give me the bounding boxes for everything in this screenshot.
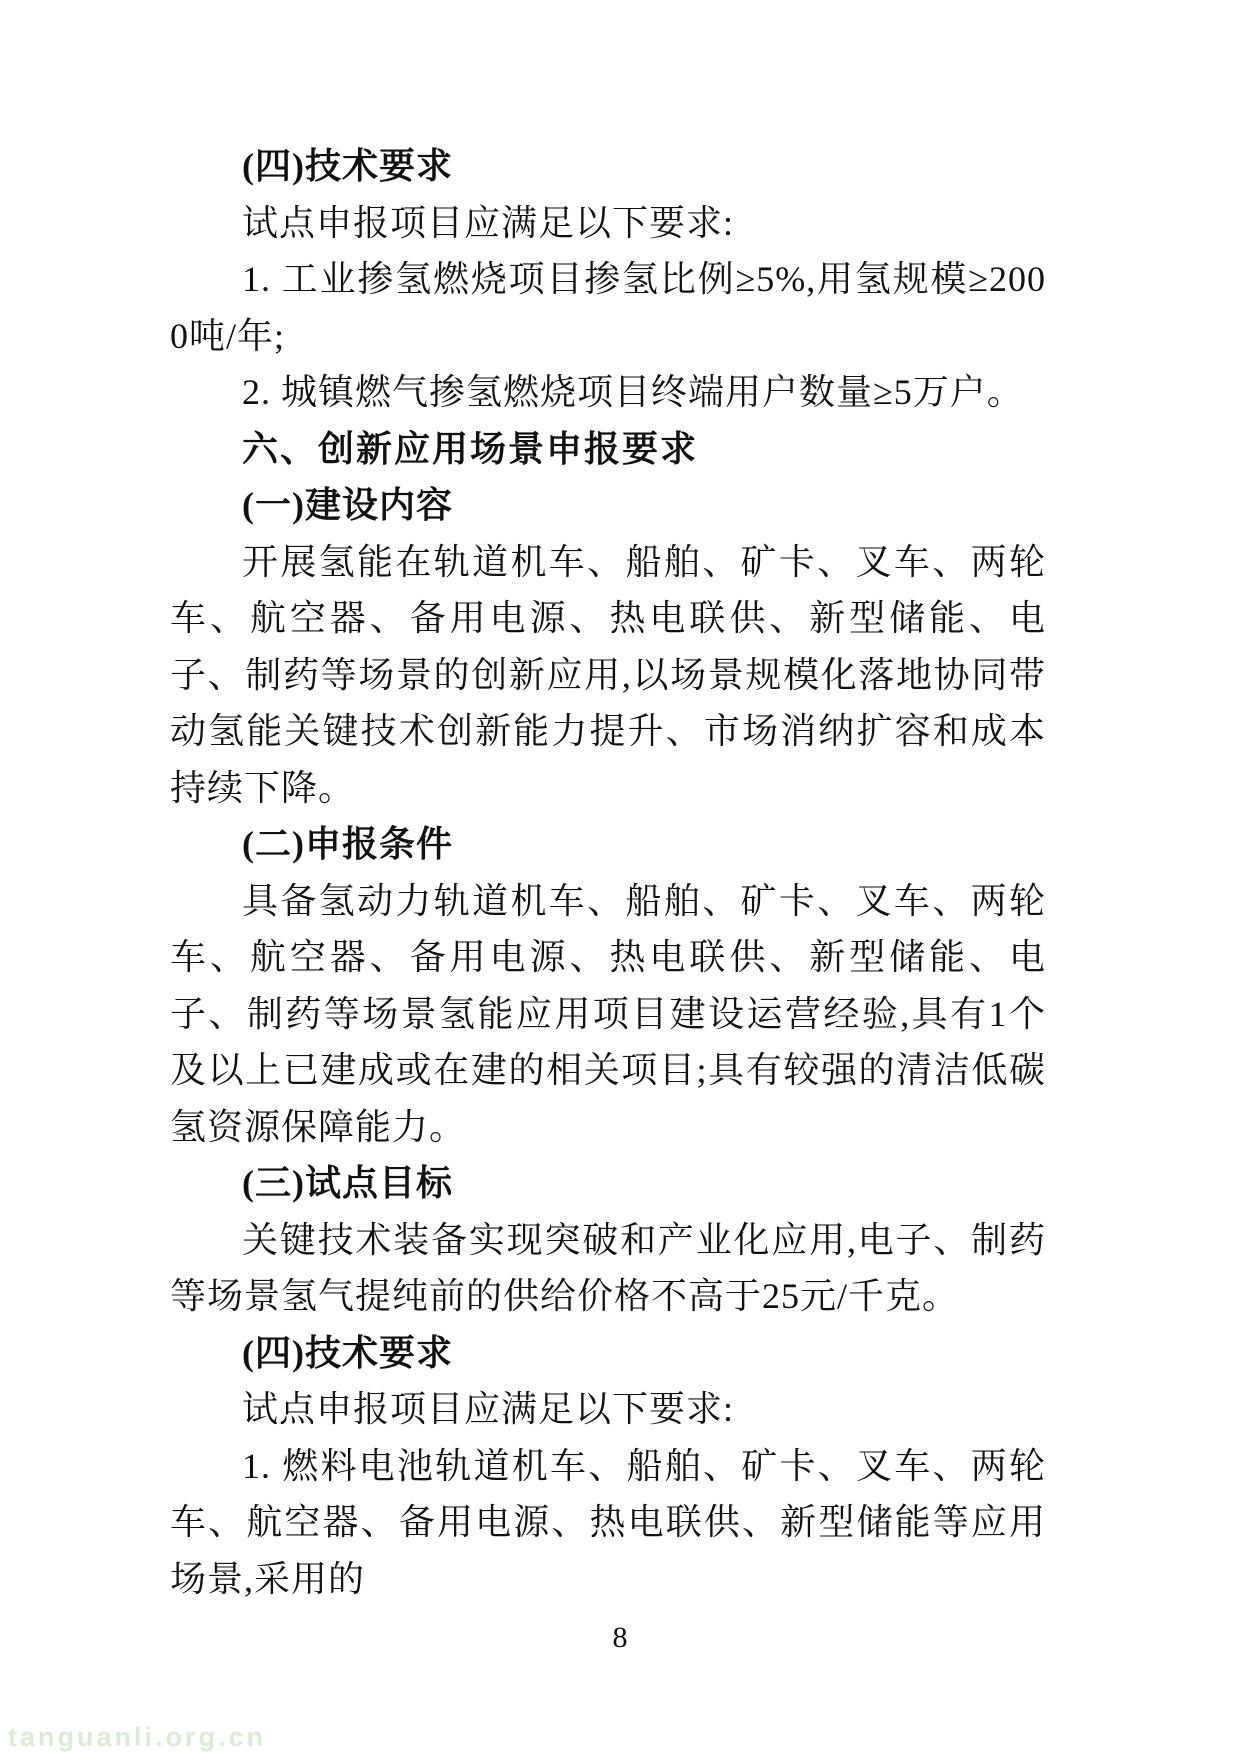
document-body — [170, 138, 1046, 1607]
body-paragraph: 试点申报项目应满足以下要求: — [242, 202, 735, 243]
body-paragraph: 试点申报项目应满足以下要求: — [242, 1389, 735, 1429]
page-number: 8 — [612, 1621, 628, 1654]
body-paragraph-item-1-fuel-cell: 1. 燃料电池轨道机车、船舶、矿卡、叉车、两轮车、航空器、备用电源、热电联供、新型储能等应用场景,采用的 — [170, 1445, 1046, 1599]
section-heading-pilot-goals: (三)试点目标 — [242, 1163, 453, 1203]
body-paragraph-item-1: 1. 工业掺氢燃烧项目掺氢比例≥5%,用氢规模≥2000吨/年; — [170, 259, 1046, 356]
body-paragraph: 关键技术装备实现突破和产业化应用,电子、制药等场景氢气提纯前的供给价格不高于25元/千克。 — [170, 1219, 1046, 1316]
section-heading-tech-requirements-gas: (四)技术要求 — [242, 146, 453, 186]
body-paragraph: 具备氢动力轨道机车、船舶、矿卡、叉车、两轮车、航空器、备用电源、热电联供、新型储能、电子、制药等场景氢能应用项目建设运营经验,具有1个及以上已建成或在建的相关项目;具有较强的清洁低碳氢资源保障能力。 — [170, 880, 1046, 1147]
section-heading-application-conditions: (二)申报条件 — [242, 824, 453, 864]
watermark: tanguanli.org.cn — [8, 1722, 267, 1752]
body-paragraph-item-2: 2. 城镇燃气掺氢燃烧项目终端用户数量≥5万户。 — [242, 372, 1024, 412]
section-heading-tech-requirements-scenarios: (四)技术要求 — [242, 1332, 453, 1373]
body-paragraph: 开展氢能在轨道机车、船舶、矿卡、叉车、两轮车、航空器、备用电源、热电联供、新型储能、电子、制药等场景的创新应用,以场景规模化落地协同带动氢能关键技术创新能力提升、市场消纳扩容和成本持续下降。 — [170, 541, 1046, 808]
chapter-heading-innovation-scenarios: 六、创新应用场景申报要求 — [242, 427, 699, 469]
section-heading-construction-content: (一)建设内容 — [242, 485, 453, 525]
